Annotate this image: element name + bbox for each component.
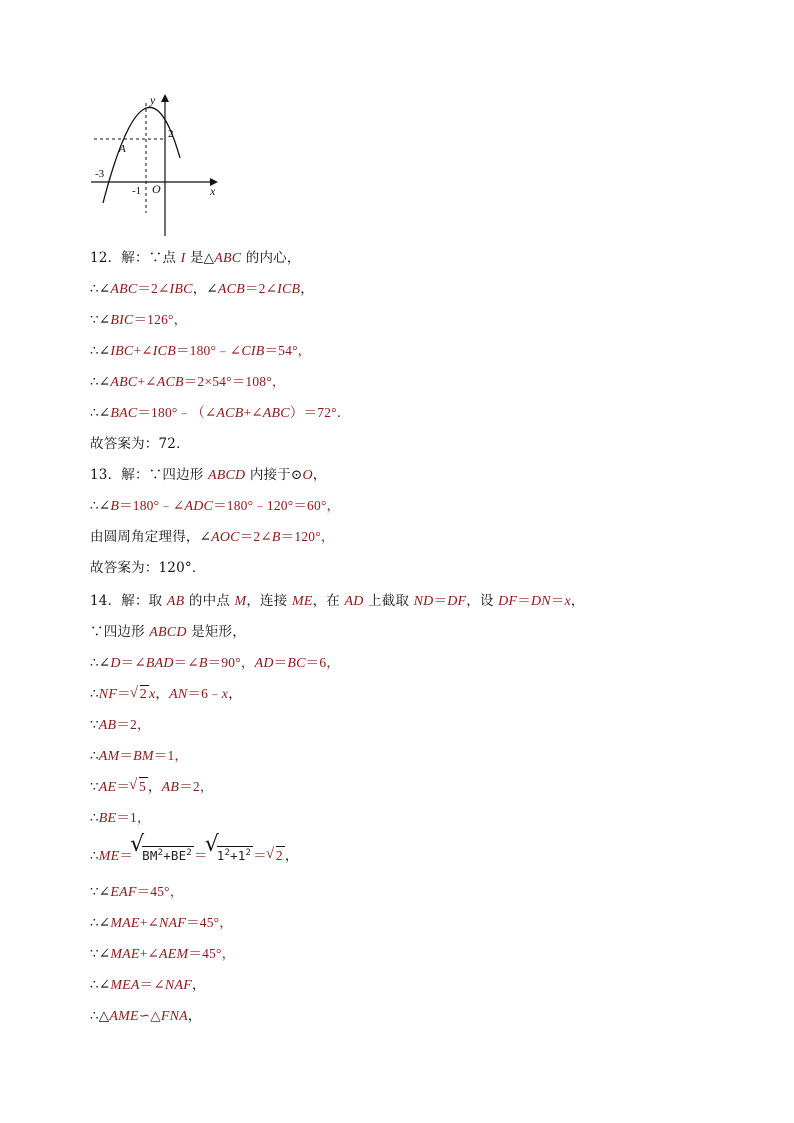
text: ∵∠ (90, 884, 111, 900)
math-var: AD (254, 656, 274, 671)
text: ∵∠ (90, 946, 111, 962)
text: ， (191, 977, 206, 993)
math-var: ABC (110, 375, 138, 390)
solution-line (90, 310, 187, 331)
math-var: MEA (110, 978, 140, 993)
text: 故答案为：72． (90, 436, 190, 452)
text: ＝ (253, 848, 267, 864)
text: ＝2， (116, 717, 151, 732)
text: ， (187, 1008, 202, 1024)
text: ）＝72°． (289, 405, 351, 420)
y-axis-arrow-icon (161, 94, 169, 102)
text: ＝2∠ (244, 281, 278, 296)
text: ＝∠ (120, 655, 146, 670)
math-var: NAF (164, 978, 192, 993)
text: ＝180°﹣∠ (175, 343, 242, 358)
text: 是矩形， (186, 624, 246, 640)
text: ∴ (90, 810, 99, 826)
solution-line (90, 372, 286, 393)
tick-label-2: 2 (168, 128, 174, 140)
text: ＝6， (305, 655, 340, 670)
radical-icon: √ (204, 832, 219, 857)
text: ∴∠ (90, 281, 111, 297)
math-var: NF (98, 687, 118, 702)
text: ， (570, 593, 585, 609)
text: ＝ (550, 593, 565, 608)
math-var: ACB (216, 406, 244, 421)
solution-line (90, 248, 301, 269)
text: 由圆周角定理得，∠ (90, 529, 212, 545)
text: BM (142, 848, 158, 864)
text: +1 (230, 848, 246, 864)
text: ，连接 (246, 593, 292, 609)
text: ＝45°， (136, 884, 184, 899)
math-var: D (110, 656, 121, 671)
text: ＝45°， (188, 946, 236, 961)
math-var: ABCD (149, 625, 187, 640)
text: 上截取 (363, 593, 414, 609)
text: ，∠ (192, 281, 218, 297)
math-var: ACB (217, 282, 245, 297)
math-var: CIB (241, 344, 265, 359)
exponent: 2 (224, 848, 231, 858)
text: ， (147, 779, 162, 795)
math-var: AB (166, 594, 185, 609)
math-var: ABC (262, 406, 290, 421)
solution-line (90, 279, 314, 300)
text: 1 (216, 848, 225, 864)
math-var: ME (291, 594, 313, 609)
text: ∴ (90, 748, 99, 764)
solution-line (90, 622, 246, 643)
tick-label-neg3: -3 (95, 168, 105, 180)
text: ∵ (90, 779, 99, 795)
solution-line (90, 591, 585, 612)
math-var: DF (447, 594, 467, 609)
math-var: ICB (152, 344, 176, 359)
math-var: AB (98, 718, 117, 733)
math-var: IBC (169, 282, 193, 297)
solution-line (90, 913, 233, 934)
text: ， (155, 686, 170, 702)
radical-icon: √ (129, 685, 139, 701)
text: ＝180°﹣120°＝60°， (213, 498, 341, 513)
text: 的中点 (184, 593, 235, 609)
exponent: 2 (186, 848, 193, 858)
radicand: 2 (275, 848, 283, 864)
math-var: AN (169, 687, 188, 702)
text: ＝ (273, 655, 288, 670)
solution-line (90, 746, 188, 767)
math-var: B (110, 499, 120, 514)
exponent: 2 (157, 848, 164, 858)
text: ＝2， (179, 779, 214, 794)
text: ＝1， (153, 748, 189, 763)
radicand: 5 (139, 779, 146, 794)
text: ＝ (119, 848, 134, 864)
text: ＝90°， (207, 655, 255, 670)
math-var: BIC (110, 313, 134, 328)
math-var: I (180, 251, 186, 266)
answer-line (90, 434, 190, 454)
solution-line (90, 944, 235, 965)
solution-line (90, 496, 340, 517)
text: ∽△ (138, 1008, 161, 1023)
math-var: ABC (214, 251, 242, 266)
text: ∴∠ (90, 655, 111, 671)
solution-line (90, 777, 214, 798)
text: ， (312, 467, 327, 483)
math-var: AME (109, 1009, 139, 1024)
text: ∴∠ (90, 498, 111, 514)
text: 13．解：∵四边形 (90, 467, 208, 483)
text: ∵∠ (90, 312, 111, 328)
text: ∴∠ (90, 343, 111, 359)
text: +∠ (139, 915, 160, 930)
text: 是△ (185, 250, 215, 266)
text: ＝ (433, 593, 448, 608)
solution-line (90, 832, 299, 867)
solution-line (90, 684, 242, 705)
math-var: ME (98, 849, 120, 865)
text: ＝120°， (280, 529, 335, 544)
math-var: MAE (110, 947, 140, 962)
radical-icon: √ (265, 846, 275, 863)
solution-line (90, 403, 350, 424)
text: ＝ (116, 779, 131, 794)
sqrt-expression (129, 685, 149, 705)
point-a-label: A (119, 143, 126, 155)
text: ＝54°， (264, 343, 312, 358)
math-var: AM (98, 749, 120, 764)
text: ＝∠ (173, 655, 199, 670)
math-var: ABCD (207, 468, 246, 483)
solution-line (90, 465, 326, 486)
math-var: B (271, 530, 281, 545)
text: ， (300, 281, 314, 297)
text: ＝2∠ (239, 529, 272, 544)
text: +BE (163, 848, 187, 864)
math-var: x (564, 594, 571, 609)
sqrt-expression (204, 832, 253, 866)
text: ＝ (119, 748, 134, 763)
text: ＝2×54°＝108°， (183, 374, 286, 389)
solution-line (90, 882, 183, 903)
parabola-figure (86, 88, 226, 238)
math-var: BAD (145, 656, 174, 671)
text: ＝2∠ (137, 281, 170, 296)
text: ， (228, 686, 242, 702)
text: 的内心， (241, 250, 301, 266)
text: 14．解：取 (90, 593, 167, 609)
solution-line (90, 975, 206, 996)
text: ∵四边形 (90, 624, 150, 640)
math-var: MAE (110, 916, 140, 931)
math-var: EAF (110, 885, 137, 900)
text: ，设 (466, 593, 499, 609)
origin-label: O (152, 182, 161, 196)
text: ＝180°﹣（∠ (137, 405, 217, 420)
math-var: BC (287, 656, 306, 671)
sqrt-expression (265, 846, 285, 866)
text: +∠ (139, 946, 160, 961)
answer-line (90, 558, 206, 578)
math-var: DN (530, 594, 551, 609)
math-var: B (198, 656, 208, 671)
text: ＝ (517, 593, 531, 608)
math-var: BE (98, 811, 117, 826)
radicand (217, 846, 253, 863)
solution-line (90, 1006, 202, 1027)
radicand: 2 (139, 687, 147, 702)
sqrt-expression (130, 832, 194, 866)
parabola-curve (103, 107, 180, 203)
math-var: ND (413, 594, 434, 609)
text: ∴ (90, 686, 99, 702)
text: ＝ (117, 686, 131, 701)
sqrt-expression (131, 777, 148, 797)
text: +∠ (133, 343, 153, 358)
text: 内接于⊙ (245, 467, 303, 483)
math-var: ADC (184, 499, 214, 514)
solution-line (90, 653, 340, 674)
text: ＝6﹣ (187, 686, 222, 701)
math-var: AOC (211, 530, 240, 545)
math-var: IBC (110, 344, 134, 359)
text: ∴∠ (90, 915, 111, 931)
text: ∵ (90, 717, 99, 733)
text: ＝180°﹣∠ (119, 498, 185, 513)
math-var: DF (498, 594, 518, 609)
math-var: AE (98, 780, 117, 795)
text: ＝∠ (139, 977, 165, 992)
solution-line (90, 341, 311, 362)
radicand (142, 846, 194, 863)
text: ∴△ (90, 1008, 110, 1024)
text: 故答案为：120°． (90, 560, 206, 576)
solution-line (90, 527, 335, 548)
math-var: NAF (159, 916, 187, 931)
text: ＝126°， (133, 312, 188, 327)
math-var: ICB (277, 282, 301, 297)
solution-line (90, 715, 151, 736)
math-var: ACB (156, 375, 184, 390)
math-var: x (221, 687, 229, 702)
math-var: x (149, 687, 156, 702)
text: ∴∠ (90, 977, 111, 993)
solution-line (90, 808, 151, 829)
math-var: O (302, 468, 313, 483)
text: ，在 (312, 593, 345, 609)
math-var: BAC (110, 406, 138, 421)
math-var: M (234, 594, 247, 609)
tick-label-neg1: -1 (132, 185, 142, 197)
text: +∠ (137, 374, 157, 389)
text: ∴∠ (90, 374, 111, 390)
text: 12．解：∵点 (90, 250, 181, 266)
text: ∴∠ (90, 405, 111, 421)
y-axis-label: y (150, 93, 156, 107)
text: ， (284, 848, 299, 865)
math-var: AB (161, 780, 180, 795)
math-var: AEM (159, 947, 189, 962)
exponent: 2 (245, 848, 252, 858)
text: ∴ (90, 848, 99, 865)
x-axis-label: x (210, 184, 216, 198)
math-var: BM (133, 749, 154, 764)
math-var: ABC (110, 282, 138, 297)
radical-icon: √ (130, 832, 145, 857)
text: ＝1， (116, 810, 151, 825)
text: ＝ (194, 848, 208, 864)
text: +∠ (243, 405, 263, 420)
math-var: AD (344, 594, 364, 609)
math-var: FNA (160, 1009, 188, 1024)
text: ＝45°， (186, 915, 233, 930)
radical-icon: √ (129, 777, 138, 793)
